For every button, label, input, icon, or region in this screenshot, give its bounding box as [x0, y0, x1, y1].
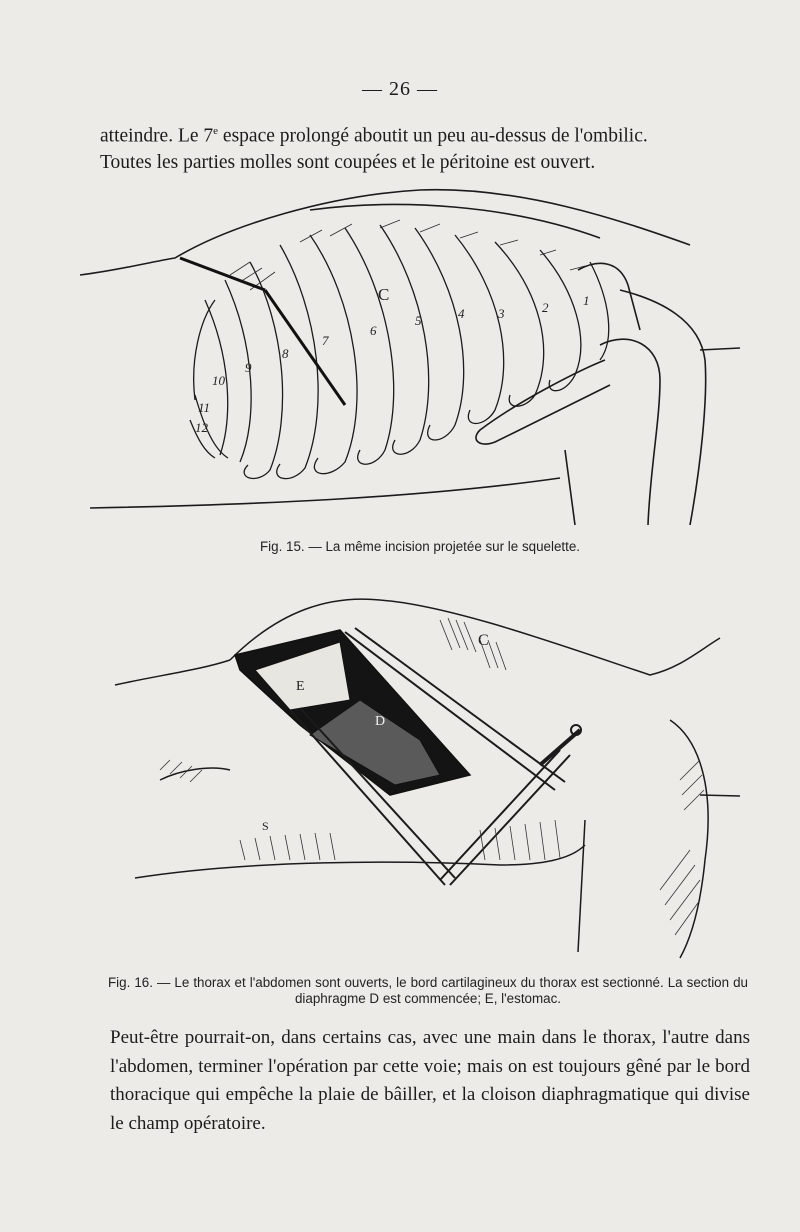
rib-label-1: 1	[583, 293, 590, 308]
shoulder-line	[310, 205, 600, 238]
rib-1	[590, 262, 609, 360]
rib-label-9: 9	[245, 360, 252, 375]
line1-start: atteindre. Le 7	[100, 125, 214, 147]
body-contour-bottom	[90, 478, 560, 508]
arm-line	[700, 348, 740, 350]
rib-2	[540, 250, 581, 391]
rib-7	[345, 228, 394, 464]
torso-left-contour	[115, 660, 230, 685]
arm-contour	[620, 290, 706, 525]
figure-16-opened-abdomen	[0, 560, 800, 980]
fig15-outline	[80, 190, 740, 525]
sternum-arm	[476, 360, 610, 444]
rib-label-11: 11	[198, 400, 211, 415]
line1-superscript: e	[213, 125, 219, 137]
rib-6	[380, 225, 429, 454]
figure-16-caption: Fig. 16. — Le thorax et l'abdomen sont ouverts, le bord cartilagineux du thorax est sectionné. La section du diaphragme D est commencée; E, l'estomac.	[108, 975, 748, 1006]
rib-label-3: 3	[498, 306, 505, 321]
top-paragraph-line2: Toutes les parties molles sont coupées et le péritoine est ouvert.	[100, 151, 596, 173]
arm-left-line	[578, 820, 585, 952]
fig15-ribs	[190, 225, 609, 479]
page-number: — 26 —	[362, 78, 438, 100]
rib-8	[310, 235, 357, 474]
rib-label-7: 7	[322, 333, 329, 348]
figure-15-caption: Fig. 15. — La même incision projetée sur le squelette.	[259, 539, 581, 554]
rib-label-4: 4	[458, 306, 465, 321]
fig15-cartilage-hatching	[230, 220, 585, 290]
rib-9	[277, 245, 318, 479]
bottom-paragraph: Peut-être pourrait-on, dans certains cas, avec une main dans le thorax, l'autre dans l'abdomen, terminer l'opération par cette voie; mais on est toujours gêné par le bord thoracique qui empêche la plaie de bâiller, et la cloison diaphragmatique qui divise le champ opératoire.	[110, 1027, 750, 1134]
rib-label-10: 10	[212, 373, 225, 388]
arm-inner-line	[565, 450, 575, 525]
line1-end: espace prolongé aboutit un peu au-dessus de l'ombilic.	[218, 125, 648, 147]
rib-label-6: 6	[370, 323, 377, 338]
rib-5	[415, 228, 464, 440]
humerus	[600, 339, 660, 525]
rib-label-5: 5	[415, 313, 422, 328]
incision-line-lower	[265, 290, 345, 405]
figure-15-rib-skeleton	[0, 0, 800, 540]
rib-label-8: 8	[282, 346, 289, 361]
rib-label-12: 12	[195, 420, 208, 435]
torso-bottom-contour	[135, 845, 585, 878]
label-diaphragm: D	[375, 714, 386, 729]
label-s: S	[262, 819, 269, 833]
arm-stub	[700, 795, 740, 796]
rib-label-c: C	[378, 285, 390, 304]
arm-right-contour	[670, 720, 708, 958]
rib-label-2: 2	[542, 300, 549, 315]
label-stomach: E	[296, 679, 305, 694]
label-c: C	[478, 632, 489, 649]
